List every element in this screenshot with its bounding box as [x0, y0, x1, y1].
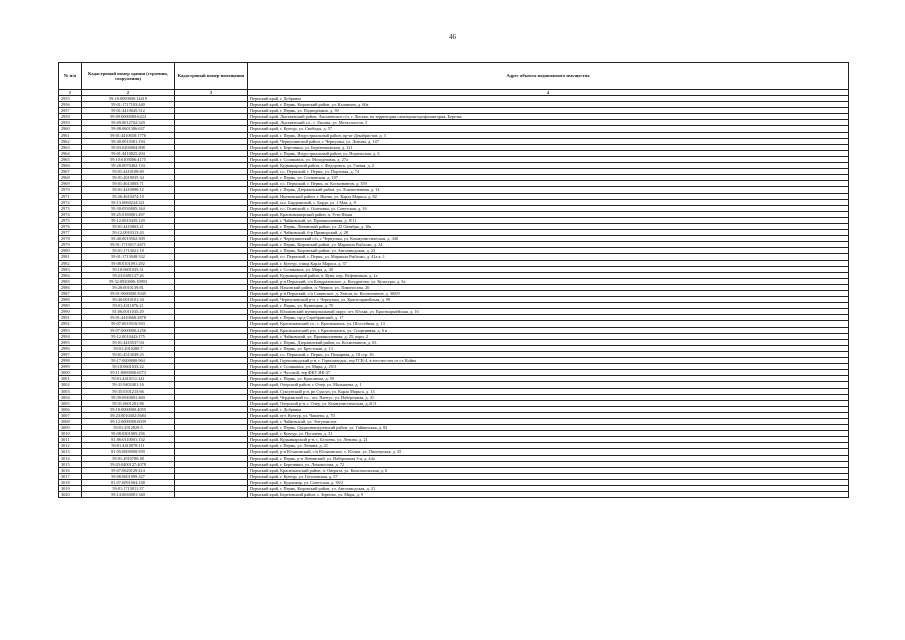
cadastral-number: 59:14:0630001:340 — [82, 492, 175, 498]
cadastral-number: 59:18:0000000:14419 — [82, 96, 175, 102]
cadastral-number: 81:05:0000000:959 — [82, 449, 175, 455]
cadastral-number: 59:01:4410825:204 — [82, 150, 175, 156]
address-cell: Пермский край, г. Пермь, Индустриальный район, ул. Норильская, д. 6 — [248, 150, 849, 156]
address-cell: Пермский край, Ильинский район, п. Чермоз, ул. Ломоносова, 26 — [248, 284, 849, 290]
cadastral-number: 59:01:4410537:94 — [82, 339, 175, 345]
row-number: 3020 — [59, 492, 82, 498]
row-number: 3011 — [59, 437, 82, 443]
address-cell: Пермский край, г. Чайковский, ул. Энтузиастов — [248, 418, 849, 424]
cadastral-number: 59:08:0301005:256 — [82, 431, 175, 437]
row-number: 2992 — [59, 321, 82, 327]
cadastral-number: 59:10:0601033:22 — [82, 364, 175, 370]
cadastral-number: 59:09:0000000:6224 — [82, 114, 175, 120]
row-number: 3012 — [59, 443, 82, 449]
row-number: 2987 — [59, 291, 82, 297]
address-cell: Пермский край, г. Кунгур, ул. Гоголевская, д. 57 — [248, 473, 849, 479]
address-cell: Пермский край, г. Пермь, Дзержинский район, ул. Локомотивная, д. 14 — [248, 187, 849, 193]
address-cell: Пермский край, пгт. Кунгур, ул. Чапаева, д. 70 — [248, 412, 849, 418]
address-cell: Пермский край, Краснокамский г.о., г. Краснокамск, ул. Шоссейная, д. 13 — [248, 321, 849, 327]
row-number: 2998 — [59, 358, 82, 364]
address-cell: Пермский край, Кудымкарский р-н, с. Белоево, ул. Ленина, д. 21 — [248, 437, 849, 443]
cadastral-number: 59:07:0000000:2256 — [82, 327, 175, 333]
address-cell: Пермский край, г. Пермь, Кировский район, ул. Калинина, д. 60а — [248, 102, 849, 108]
cadastral-number: 59:01:1713021:18 — [82, 248, 175, 254]
row-number: 2968 — [59, 175, 82, 181]
cadastral-number: 59:12:0010435:129 — [82, 217, 175, 223]
address-cell: Пермский край, Чернушинский р-н, г. Чернушка, ул. Красноармейская, д. 99 — [248, 297, 849, 303]
row-number: 2990 — [59, 309, 82, 315]
address-cell: Пермский край, г. Добрянка — [248, 406, 849, 412]
cadastral-number: 59:01:4613005:71 — [82, 181, 175, 187]
address-cell: Пермский край, г. Соликамск, ул. Мира, д. 30 — [248, 266, 849, 272]
address-cell: Пермский край, г. Пермь, ул. Брестская, д. 13 — [248, 345, 849, 351]
address-cell: Пермский край, Лысьвенский г.о., г. Лысьва, ул. Металлистов, 3 — [248, 120, 849, 126]
address-cell: Пермский край, Горнозаводский р-н, г. Горнозаводск, тер ГСК-4, в юго-восточ от ст. Койва — [248, 358, 849, 364]
address-cell: Пермский край, г. Пермь, Дзержинский район, ш. Космонавтов, д. 63 — [248, 339, 849, 345]
row-number: 2970 — [59, 187, 82, 193]
cadastral-number: 59:30:0530005:344 — [82, 205, 175, 211]
cadastral-number: 59:01:4410078:111 — [82, 443, 175, 449]
cadastral-number: 59:13:0060234:321 — [82, 199, 175, 205]
header-cadastral: Кадастровый номер здания (строения, сооружения) — [82, 63, 175, 90]
address-cell: Пермский край, г. Кунгур, ул. Свободы, д. 57 — [248, 126, 849, 132]
cadastral-number: 59:40:0010301:194 — [82, 138, 175, 144]
row-number: 2976 — [59, 223, 82, 229]
address-cell: Пермский край, г. Пермь, ул. Ленина, д. 21 — [248, 443, 849, 449]
cadastral-number: 59:11:0000000:6573 — [82, 370, 175, 376]
column-index: 4 — [248, 90, 849, 96]
cadastral-number: 59:01:4410045:512 — [82, 108, 175, 114]
address-cell: Пермский край, г. Пермь, Ленинский район, ул. 25 Октября, д. 18а — [248, 223, 849, 229]
address-cell: Пермский край, г. Пермь, Орджоникидзевский район, ул. Гайвинская, д. 82 — [248, 425, 849, 431]
address-cell: Пермский край, Очерский р-н, г. Очер, ул. Коммунистическая, д.41/3 — [248, 400, 849, 406]
row-number: 2967 — [59, 169, 82, 175]
cadastral-number: 59:35:0101215:66 — [82, 388, 175, 394]
row-number: 3015 — [59, 461, 82, 467]
header-room: Кадастровый номер помещения — [175, 63, 248, 90]
address-cell: Пермский край, г. Пермь, ул. Крисанова, д. 59 — [248, 376, 849, 382]
table-body — [59, 96, 849, 498]
cadastral-number: 59:01:4410111:341 — [82, 376, 175, 382]
cadastral-number: 59:23:0481127:26 — [82, 272, 175, 278]
cadastral-number: 59:08:0601306:637 — [82, 126, 175, 132]
cadastral-number: 59:01:2010280:7 — [82, 345, 175, 351]
address-cell: Пермский край, г. Соликамск, ул. Мира, д. 25/3 — [248, 364, 849, 370]
address-cell: Пермский край, г. Чайковский, ул. Промышленная, д. 25, корп. 2 — [248, 333, 849, 339]
column-index: 3 — [175, 90, 248, 96]
address-cell: Пермский край, г. Чернушинский г/п, г. Чернушка, ул. Коммунистическая, д. 34б — [248, 236, 849, 242]
row-number: 2984 — [59, 272, 82, 278]
address-cell: Пермский край, г. Чусовой, тер ФКУ ИК-37 — [248, 370, 849, 376]
row-number: 2982 — [59, 260, 82, 266]
cadastral-number: 59:01:2910780:48 — [82, 455, 175, 461]
cadastral-number: 59:01:4410090:12 — [82, 187, 175, 193]
address-cell: Пермский край, Березовский район, с. Зерново, ул. Мира, д. 9 — [248, 492, 849, 498]
property-register-table — [58, 62, 849, 498]
cadastral-number: 59:01:4410108:69 — [82, 169, 175, 175]
row-number: 2983 — [59, 266, 82, 272]
cadastral-number: 59:01:4410063:21 — [82, 223, 175, 229]
address-cell: Пермский край, Кудымкарский район, п. Кува, пер. Нефтяников, д. 1а — [248, 272, 849, 278]
address-cell: Пермский край, г. Пермь, Кировский район, ул. Маршала Рыбалко, д. 24 — [248, 242, 849, 248]
row-number: 3017 — [59, 473, 82, 479]
cadastral-number: 59:31:9402401:16 — [82, 382, 175, 388]
row-number: 2991 — [59, 315, 82, 321]
cadastral-number: 59:09:0012702:329 — [82, 120, 175, 126]
row-number: 2965 — [59, 156, 82, 162]
cadastral-number: 59:01:4311876:21 — [82, 303, 175, 309]
row-number: 3002 — [59, 382, 82, 388]
row-number: 2975 — [59, 217, 82, 223]
address-cell: Пермский край, Краснокамский район, п. Оверята, ул. Комсомольская, д. 6 — [248, 467, 849, 473]
row-number: 2972 — [59, 199, 82, 205]
address-cell: Пермский край, р-н Пермский, с/п Кондратовское, д. Кондратово, ул. Культуры, д. 3а — [248, 278, 849, 284]
row-number: 2959 — [59, 120, 82, 126]
address-cell: Пермский край, г. Соликамск, ул. Молодежная, д. 27а — [248, 156, 849, 162]
row-number: 2971 — [59, 193, 82, 199]
row-number: 2977 — [59, 230, 82, 236]
address-cell: Пермский край, г. Чайковский, б-р Приморский, д. 28 — [248, 230, 849, 236]
row-number: 2981 — [59, 254, 82, 260]
cadastral-number: 59:01:1713011:37 — [82, 486, 175, 492]
row-number: 2978 — [59, 236, 82, 242]
row-number: 2979 — [59, 242, 82, 248]
row-number: 2996 — [59, 345, 82, 351]
row-number: 3019 — [59, 486, 82, 492]
row-number: 3018 — [59, 479, 82, 485]
header-row — [59, 63, 849, 90]
cadastral-number: 59:40:0010502:309 — [82, 236, 175, 242]
cadastral-number: 59:31:0601201:86 — [82, 400, 175, 406]
address-cell: Пермский край, г.о. Пермский, г. Пермь, ул. Порховая, д. 74 — [248, 169, 849, 175]
row-number: 2973 — [59, 205, 82, 211]
row-number: 3005 — [59, 400, 82, 406]
room-cadastral-number — [175, 492, 248, 498]
address-cell: Пермский край, г. Пермь, пр-д Серебрянский, д. 17 — [248, 315, 849, 321]
row-number: 3009 — [59, 425, 82, 431]
cadastral-number: 59:01:1717103:440 — [82, 102, 175, 108]
address-cell: Пермский край, Краснокамский р-н, г. Краснокамск, ул. Спортивная, д. 6 в — [248, 327, 849, 333]
cadastral-number: 59:17:0000000:964 — [82, 358, 175, 364]
address-cell: Пермский край, г. Березники, ул. Ломоносова, д. 72 — [248, 461, 849, 467]
row-number: 3000 — [59, 370, 82, 376]
cadastral-number: 59:18:0000000:4055 — [82, 406, 175, 412]
row-number: 2969 — [59, 181, 82, 187]
address-cell: Пермский край, г. Кудымкар, ул. Советская, д. 38/2 — [248, 479, 849, 485]
address-cell: Пермский край, Чернушинский район, г. Чернушка, ул. Ленина, д. 147 — [248, 138, 849, 144]
column-index: 2 — [82, 90, 175, 96]
address-cell: Пермский край, г. Кунгур, улица Карла Маркса, д. 37 — [248, 260, 849, 266]
row-number: 2963 — [59, 144, 82, 150]
address-cell: Пермский край, г.о. Осинский, с. Осиновка, ул. Советская, д. 16 — [248, 205, 849, 211]
cadastral-number: 59:39:0940001:469 — [82, 394, 175, 400]
address-cell: Пермский край, р-н Юсьвинский, с/п Юсьвинское, с. Юсьва, ул. Пионерская, д. 35 — [248, 449, 849, 455]
row-number: 2980 — [59, 248, 82, 254]
cadastral-number: 59:20:0010139:81 — [82, 284, 175, 290]
address-cell: Пермский край, г. Пермь, ул. Подводников, д. 39 — [248, 108, 849, 114]
row-number: 2955 — [59, 96, 82, 102]
cadastral-number: 59:12:0000000:6039 — [82, 418, 175, 424]
row-number: 2962 — [59, 138, 82, 144]
cadastral-number: 59:01:2912829:5 — [82, 425, 175, 431]
address-cell: Пермский край, г. Пермь, Кировский район, ул. Автозаводская, д. 21 — [248, 486, 849, 492]
cadastral-number: 59:10:0105006:4175 — [82, 156, 175, 162]
row-number: 2989 — [59, 303, 82, 309]
cadastral-number: 59:12:0010313:43 — [82, 230, 175, 236]
address-cell: Пермский край, Очерский район, г. Очер, ул. Малышева, д. 1 — [248, 382, 849, 388]
address-cell: Пермский край, Суксунский р-н, рп Суксун, ул. Карла Маркса, д. 13 — [248, 388, 849, 394]
header-address: Адрес объекта недвижимого имущества — [248, 63, 849, 90]
address-cell: Пермский край, г. Пермь, р-н Ленинский, ул. Набережная 3-я, д. 44а — [248, 455, 849, 461]
row-number: 2997 — [59, 351, 82, 357]
cadastral-number: 59:12:0010443:175 — [82, 333, 175, 339]
address-cell: Пермский край, м.о. Бардымский, с. Барда, ул. 1 Мая, д. 8 — [248, 199, 849, 205]
row-number: 3016 — [59, 467, 82, 473]
address-cell: Пермский край, г. Пермь, Кировский район, ул. Автозаводская, д. 23 — [248, 248, 849, 254]
address-cell: Пермский край, Нытвенский район, г. Нытва, ул. Карла Маркса, д. 82 — [248, 193, 849, 199]
address-cell: Пермский край, г. Пермь, Индустриальный район, пр-кт Декабристов, д. 3 — [248, 132, 849, 138]
address-cell: Пермский край, г. Чайковский, ул. Промышленная, д. 8/11 — [248, 217, 849, 223]
cadastral-number: 59:08:0101091:292 — [82, 260, 175, 266]
row-number: 2958 — [59, 114, 82, 120]
address-cell: Пермский край, г.о. Пермский, г. Пермь, ул. Маршала Рыбалко, д. 41а к. 1 — [248, 254, 849, 260]
cadastral-number: 59:26:4610474:19 — [82, 193, 175, 199]
row-number: 2995 — [59, 339, 82, 345]
cadastral-number: 59:25:0180001:497 — [82, 211, 175, 217]
cadastral-number: 59:01:4410658:1776 — [82, 132, 175, 138]
cadastral-number: 59:28:0070402:133 — [82, 163, 175, 169]
address-cell: Пермский край, р-н Пермский, с/п Савинское, д. Хмели, ш. Космонавтов, д. 368/9 — [248, 291, 849, 297]
cadastral-number: 81:07:0091004:148 — [82, 479, 175, 485]
table-row — [59, 492, 849, 498]
row-number: 2956 — [59, 102, 82, 108]
row-number: 3007 — [59, 412, 82, 418]
address-cell: Пермский край, Красновишерский район, п. Усть-Язьва — [248, 211, 849, 217]
cadastral-number: 59:01:4410668:2878 — [82, 315, 175, 321]
row-number: 3003 — [59, 388, 82, 394]
cadastral-number: 59:01:1713017:2671 — [82, 242, 175, 248]
row-number: 2966 — [59, 163, 82, 169]
cadastral-number: 59:07:0620129:414 — [82, 467, 175, 473]
address-cell: Пермский край, г.о. Пермский, г. Пермь, ул. Пожарная, д. 18 стр. 16 — [248, 351, 849, 357]
cadastral-number: 81:06:0110001:132 — [82, 437, 175, 443]
row-number: 2988 — [59, 297, 82, 303]
row-number: 2961 — [59, 132, 82, 138]
row-number: 2999 — [59, 364, 82, 370]
row-number: 3004 — [59, 394, 82, 400]
row-number: 3006 — [59, 406, 82, 412]
address-cell: Пермский край, Лысьвенский район, Лысьвенское г/п, г. Лысьва, на территории санатория-профилактория, Березка — [248, 114, 849, 120]
row-number: 2960 — [59, 126, 82, 132]
row-number: 2957 — [59, 108, 82, 114]
address-cell: Пермский край, г. Добрянка — [248, 96, 849, 102]
cadastral-number: 59:08:0601099:327 — [82, 473, 175, 479]
address-cell: Пермский край, Чердынский г.о., пгт. Пантус, ул. Набережная, д. 31 — [248, 394, 849, 400]
cadastral-number: 59:07:0010516:933 — [82, 321, 175, 327]
cadastral-number: 59:03:0400127:4078 — [82, 461, 175, 467]
address-cell: Пермский край, г. Пермь, ул. Кузнецкая, д. 70 — [248, 303, 849, 309]
header-num: № п/п — [59, 63, 82, 90]
cadastral-number: 59:23:0010402:5684 — [82, 412, 175, 418]
table-header — [59, 63, 849, 96]
address-cell: Пермский край, Юсьвинский муниципальный округ, пгт. Юсьва, ул. Красноармейская, д. 16 — [248, 309, 849, 315]
cadastral-number: 59:10:0601035:31 — [82, 266, 175, 272]
cadastral-number: 59:01:0000000:5045 — [82, 291, 175, 297]
row-number: 2986 — [59, 284, 82, 290]
cadastral-number: 59:01:2018035:34 — [82, 175, 175, 181]
address-cell: Пермский край, г. Пермь, ул. Сосновская, д. 107 — [248, 175, 849, 181]
cadastral-number: 59:32:0920006:10893 — [82, 278, 175, 284]
row-number: 2985 — [59, 278, 82, 284]
address-cell: Пермский край, г.о. Пермский, г. Пермь, ш. Космонавтов, д. 359 — [248, 181, 849, 187]
cadastral-number: 59:40:0010101:34 — [82, 297, 175, 303]
row-number: 2993 — [59, 327, 82, 333]
row-number: 3013 — [59, 449, 82, 455]
row-number: 3010 — [59, 431, 82, 437]
row-number: 2964 — [59, 150, 82, 156]
row-number: 2974 — [59, 211, 82, 217]
address-cell: Пермский край, Кудымкарский район, с. Федоровск, ул. Гаевая, д. 2 — [248, 163, 849, 169]
row-number: 3008 — [59, 418, 82, 424]
page-number: 46 — [449, 33, 456, 41]
cadastral-number: 59:01:1713048:332 — [82, 254, 175, 260]
row-number: 3014 — [59, 455, 82, 461]
column-index: 1 — [59, 90, 82, 96]
cadastral-number: 59:03:0200004:898 — [82, 144, 175, 150]
row-number: 2994 — [59, 333, 82, 339]
address-cell: Пермский край, г. Березники, ул. Березниковская, д. 121 — [248, 144, 849, 150]
address-cell: Пермский край, г. Кунгур, ул. Пугачева, д. 31 — [248, 431, 849, 437]
cadastral-number: 59:01:4513049:25 — [82, 351, 175, 357]
cadastral-number: 81:06:0011035:29 — [82, 309, 175, 315]
row-number: 3001 — [59, 376, 82, 382]
